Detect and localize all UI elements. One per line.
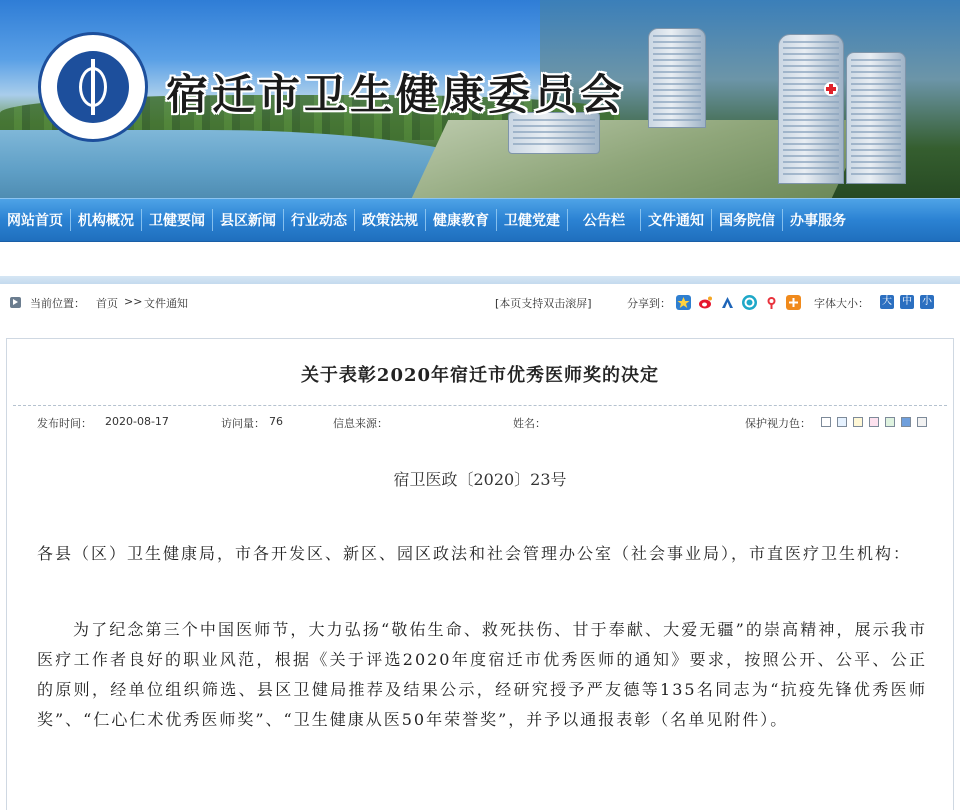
nav-item-notices[interactable]: 公告栏: [583, 213, 625, 229]
document-number: 宿卫医政〔2020〕23号: [393, 470, 567, 489]
nav-divider: [70, 209, 71, 231]
publish-date: 2020-08-17: [105, 415, 169, 428]
breadcrumb-separator: >>: [124, 295, 143, 308]
nav-item-home[interactable]: 网站首页: [7, 213, 63, 229]
font-size-small-button[interactable]: 小: [922, 296, 932, 307]
article-paragraph: 为了纪念第三个中国医师节，大力弘扬“敬佑生命、救死扶伤、甘于奉献、大爱无疆”的崇高精神，展示我市医疗工作者良好的职业风范，根据《关于评选2020年度宿迁市优秀医师的通知》要求，按照公开、公平、公正的原则，经单位组织筛选、县区卫健局推荐及结果公示，经研究授予严友德等135名同志为“抗疫先锋优秀医师奖”、“仁心仁术优秀医师奖”、“卫生健康从医50年荣誉奖”，并予以通报表彰（名单见附件）。: [37, 620, 927, 729]
share-label: 分享到：: [627, 297, 671, 310]
qzone-icon[interactable]: [676, 295, 691, 310]
font-size-large-button[interactable]: 大: [882, 296, 892, 307]
weibo-icon[interactable]: [698, 295, 713, 310]
title-divider: [13, 405, 947, 406]
banner-building: [648, 28, 706, 128]
nav-divider: [425, 209, 426, 231]
article-title: 关于表彰2020年宿迁市优秀医师奖的决定: [300, 365, 660, 386]
header-banner: [0, 0, 960, 198]
nav-divider: [782, 209, 783, 231]
site-title: 宿迁市卫生健康委员会: [166, 70, 627, 119]
nav-divider: [640, 209, 641, 231]
snake-icon: [79, 67, 107, 107]
source-label: 信息来源：: [333, 417, 388, 430]
nav-divider: [496, 209, 497, 231]
banner-building: [846, 52, 906, 184]
more-share-icon[interactable]: [786, 295, 801, 310]
dblclick-scroll-hint: [本页支持双击滚屏]: [495, 297, 592, 310]
logo-inner: [57, 51, 129, 123]
views-count: 76: [269, 415, 283, 428]
breadcrumb-home[interactable]: 首页: [96, 297, 118, 310]
tencent-weibo-icon[interactable]: [764, 295, 779, 310]
main-nav: [0, 198, 960, 242]
publish-time-label: 发布时间：: [37, 417, 92, 430]
nav-divider: [212, 209, 213, 231]
eye-color-swatch[interactable]: [869, 417, 879, 427]
eye-color-swatch[interactable]: [853, 417, 863, 427]
eye-color-swatch[interactable]: [885, 417, 895, 427]
nav-item-news[interactable]: 卫健要闻: [149, 213, 205, 229]
article-container: [6, 338, 954, 810]
nav-divider: [354, 209, 355, 231]
nav-item-industry[interactable]: 行业动态: [291, 213, 347, 229]
pengyou-icon[interactable]: [742, 295, 757, 310]
nav-item-health-edu[interactable]: 健康教育: [433, 213, 489, 229]
nav-item-about[interactable]: 机构概况: [78, 213, 134, 229]
nav-divider: [711, 209, 712, 231]
eye-protect-label: 保护视力色：: [745, 417, 811, 430]
eye-color-swatch[interactable]: [821, 417, 831, 427]
nav-item-party[interactable]: 卫健党建: [504, 213, 560, 229]
font-size-label: 字体大小：: [814, 297, 869, 310]
location-arrow-icon: [10, 297, 21, 308]
eye-color-swatch[interactable]: [917, 417, 927, 427]
spacer: [0, 242, 960, 276]
location-bar: [0, 288, 960, 316]
nav-item-policy[interactable]: 政策法规: [362, 213, 418, 229]
nav-item-services[interactable]: 办事服务: [790, 213, 846, 229]
eye-color-swatch[interactable]: [901, 417, 911, 427]
font-size-medium-button[interactable]: 中: [902, 296, 912, 307]
commission-logo[interactable]: [38, 32, 148, 142]
red-cross-icon: [824, 82, 838, 96]
author-label: 姓名：: [513, 417, 546, 430]
views-label: 访问量：: [221, 417, 265, 430]
renren-icon[interactable]: [720, 295, 735, 310]
nav-item-documents[interactable]: 文件通知: [648, 213, 704, 229]
breadcrumb-category[interactable]: 文件通知: [144, 297, 188, 310]
separator-band: [0, 276, 960, 284]
nav-divider: [141, 209, 142, 231]
location-label: 当前位置：: [30, 297, 85, 310]
nav-item-county-news[interactable]: 县区新闻: [220, 213, 276, 229]
eye-color-swatch[interactable]: [837, 417, 847, 427]
banner-hospital-building: [778, 34, 844, 184]
nav-divider: [283, 209, 284, 231]
nav-item-state-council[interactable]: 国务院信: [719, 213, 775, 229]
article-paragraph: 各县（区）卫生健康局，市各开发区、新区、园区政法和社会管理办公室（社会事业局），市直医疗卫生机构：: [37, 544, 912, 563]
nav-divider: [567, 209, 568, 231]
